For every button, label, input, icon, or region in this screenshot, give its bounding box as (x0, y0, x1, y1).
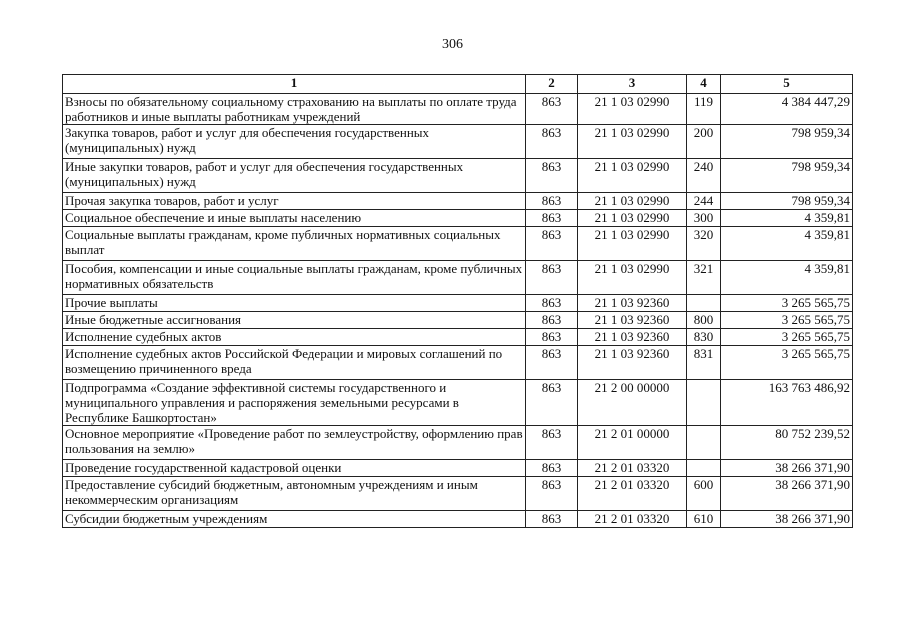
row-c2-cell: 863 (526, 460, 578, 477)
row-c4-cell (687, 426, 721, 460)
row-c3-cell: 21 1 03 92360 (578, 329, 687, 346)
row-c3-cell: 21 1 03 02990 (578, 159, 687, 193)
row-c3-cell: 21 2 01 00000 (578, 426, 687, 460)
row-c5-cell: 798 959,34 (721, 193, 853, 210)
row-c2-cell: 863 (526, 159, 578, 193)
table-row (63, 426, 853, 460)
row-c5-cell: 38 266 371,90 (721, 477, 853, 511)
row-c2-cell: 863 (526, 426, 578, 460)
table-row (63, 511, 853, 528)
row-c4-cell: 119 (687, 94, 721, 125)
row-c4-cell: 320 (687, 227, 721, 261)
row-c5-cell: 163 763 486,92 (721, 380, 853, 426)
row-name-cell: Иные бюджетные ассигнования (63, 312, 526, 329)
row-c5-cell: 4 359,81 (721, 261, 853, 295)
row-c5-cell: 4 359,81 (721, 210, 853, 227)
row-c3-cell: 21 1 03 92360 (578, 346, 687, 380)
row-name-cell: Пособия, компенсации и иные социальные выплаты гражданам, кроме публичных нормативных обязательств (63, 261, 526, 295)
row-c2-cell: 863 (526, 346, 578, 380)
row-c5-cell: 4 359,81 (721, 227, 853, 261)
row-c3-cell: 21 1 03 02990 (578, 94, 687, 125)
column-header: 1 (63, 75, 526, 94)
row-name-cell: Прочие выплаты (63, 295, 526, 312)
table-header-row (63, 75, 853, 94)
row-name-cell: Социальное обеспечение и иные выплаты населению (63, 210, 526, 227)
row-c5-cell: 38 266 371,90 (721, 460, 853, 477)
table-row (63, 159, 853, 193)
row-c4-cell: 200 (687, 125, 721, 159)
row-name-cell: Иные закупки товаров, работ и услуг для обеспечения государственных (муниципальных) нужд (63, 159, 526, 193)
page-number: 306 (442, 37, 463, 52)
row-c3-cell: 21 1 03 02990 (578, 193, 687, 210)
table-row (63, 329, 853, 346)
row-c3-cell: 21 1 03 92360 (578, 312, 687, 329)
row-name-cell: Субсидии бюджетным учреждениям (63, 511, 526, 528)
row-c5-cell: 4 384 447,29 (721, 94, 853, 125)
table-row (63, 261, 853, 295)
row-c5-cell: 3 265 565,75 (721, 295, 853, 312)
row-name-cell: Исполнение судебных актов (63, 329, 526, 346)
row-name-cell: Взносы по обязательному социальному страхованию на выплаты по оплате труда работников и иные выплаты работникам учреждений (63, 94, 526, 125)
row-c2-cell: 863 (526, 261, 578, 295)
row-c2-cell: 863 (526, 210, 578, 227)
table-row (63, 295, 853, 312)
row-c3-cell: 21 1 03 02990 (578, 227, 687, 261)
row-c5-cell: 3 265 565,75 (721, 312, 853, 329)
row-c2-cell: 863 (526, 380, 578, 426)
row-c4-cell: 240 (687, 159, 721, 193)
row-c2-cell: 863 (526, 94, 578, 125)
row-c4-cell (687, 460, 721, 477)
row-c4-cell: 830 (687, 329, 721, 346)
row-c3-cell: 21 2 01 03320 (578, 511, 687, 528)
row-c3-cell: 21 1 03 02990 (578, 210, 687, 227)
row-c3-cell: 21 2 00 00000 (578, 380, 687, 426)
table-row (63, 380, 853, 426)
row-c5-cell: 3 265 565,75 (721, 346, 853, 380)
table-row (63, 477, 853, 511)
budget-table (62, 74, 853, 528)
row-c4-cell: 800 (687, 312, 721, 329)
row-c4-cell: 300 (687, 210, 721, 227)
table-row (63, 210, 853, 227)
row-c4-cell: 831 (687, 346, 721, 380)
row-name-cell: Прочая закупка товаров, работ и услуг (63, 193, 526, 210)
row-c4-cell: 610 (687, 511, 721, 528)
row-c2-cell: 863 (526, 193, 578, 210)
row-c2-cell: 863 (526, 511, 578, 528)
row-c3-cell: 21 1 03 02990 (578, 125, 687, 159)
column-header: 5 (721, 75, 853, 94)
row-name-cell: Социальные выплаты гражданам, кроме публичных нормативных социальных выплат (63, 227, 526, 261)
table-row (63, 94, 853, 125)
row-name-cell: Проведение государственной кадастровой оценки (63, 460, 526, 477)
table-row (63, 193, 853, 210)
row-c5-cell: 798 959,34 (721, 125, 853, 159)
table-row (63, 227, 853, 261)
row-name-cell: Закупка товаров, работ и услуг для обеспечения государственных (муниципальных) нужд (63, 125, 526, 159)
column-header: 3 (578, 75, 687, 94)
row-c5-cell: 80 752 239,52 (721, 426, 853, 460)
row-c2-cell: 863 (526, 295, 578, 312)
row-c3-cell: 21 2 01 03320 (578, 460, 687, 477)
row-name-cell: Основное мероприятие «Проведение работ по землеустройству, оформлению прав пользования на землю» (63, 426, 526, 460)
row-c4-cell (687, 295, 721, 312)
row-c4-cell: 321 (687, 261, 721, 295)
row-c2-cell: 863 (526, 477, 578, 511)
column-header: 2 (526, 75, 578, 94)
table-row (63, 312, 853, 329)
row-c4-cell: 244 (687, 193, 721, 210)
row-c2-cell: 863 (526, 125, 578, 159)
row-c3-cell: 21 1 03 92360 (578, 295, 687, 312)
row-c5-cell: 38 266 371,90 (721, 511, 853, 528)
table-row (63, 460, 853, 477)
row-c2-cell: 863 (526, 329, 578, 346)
column-header: 4 (687, 75, 721, 94)
row-c2-cell: 863 (526, 312, 578, 329)
row-name-cell: Исполнение судебных актов Российской Федерации и мировых соглашений по возмещению причиненного вреда (63, 346, 526, 380)
table-row (63, 346, 853, 380)
row-name-cell: Подпрограмма «Создание эффективной системы государственного и муниципального управления и распоряжения земельными ресурсами в Республике Башкортостан» (63, 380, 526, 426)
row-c4-cell: 600 (687, 477, 721, 511)
row-c3-cell: 21 1 03 02990 (578, 261, 687, 295)
row-c3-cell: 21 2 01 03320 (578, 477, 687, 511)
row-c2-cell: 863 (526, 227, 578, 261)
row-name-cell: Предоставление субсидий бюджетным, автономным учреждениям и иным некоммерческим организациям (63, 477, 526, 511)
row-c5-cell: 3 265 565,75 (721, 329, 853, 346)
row-c5-cell: 798 959,34 (721, 159, 853, 193)
table-row (63, 125, 853, 159)
row-c4-cell (687, 380, 721, 426)
